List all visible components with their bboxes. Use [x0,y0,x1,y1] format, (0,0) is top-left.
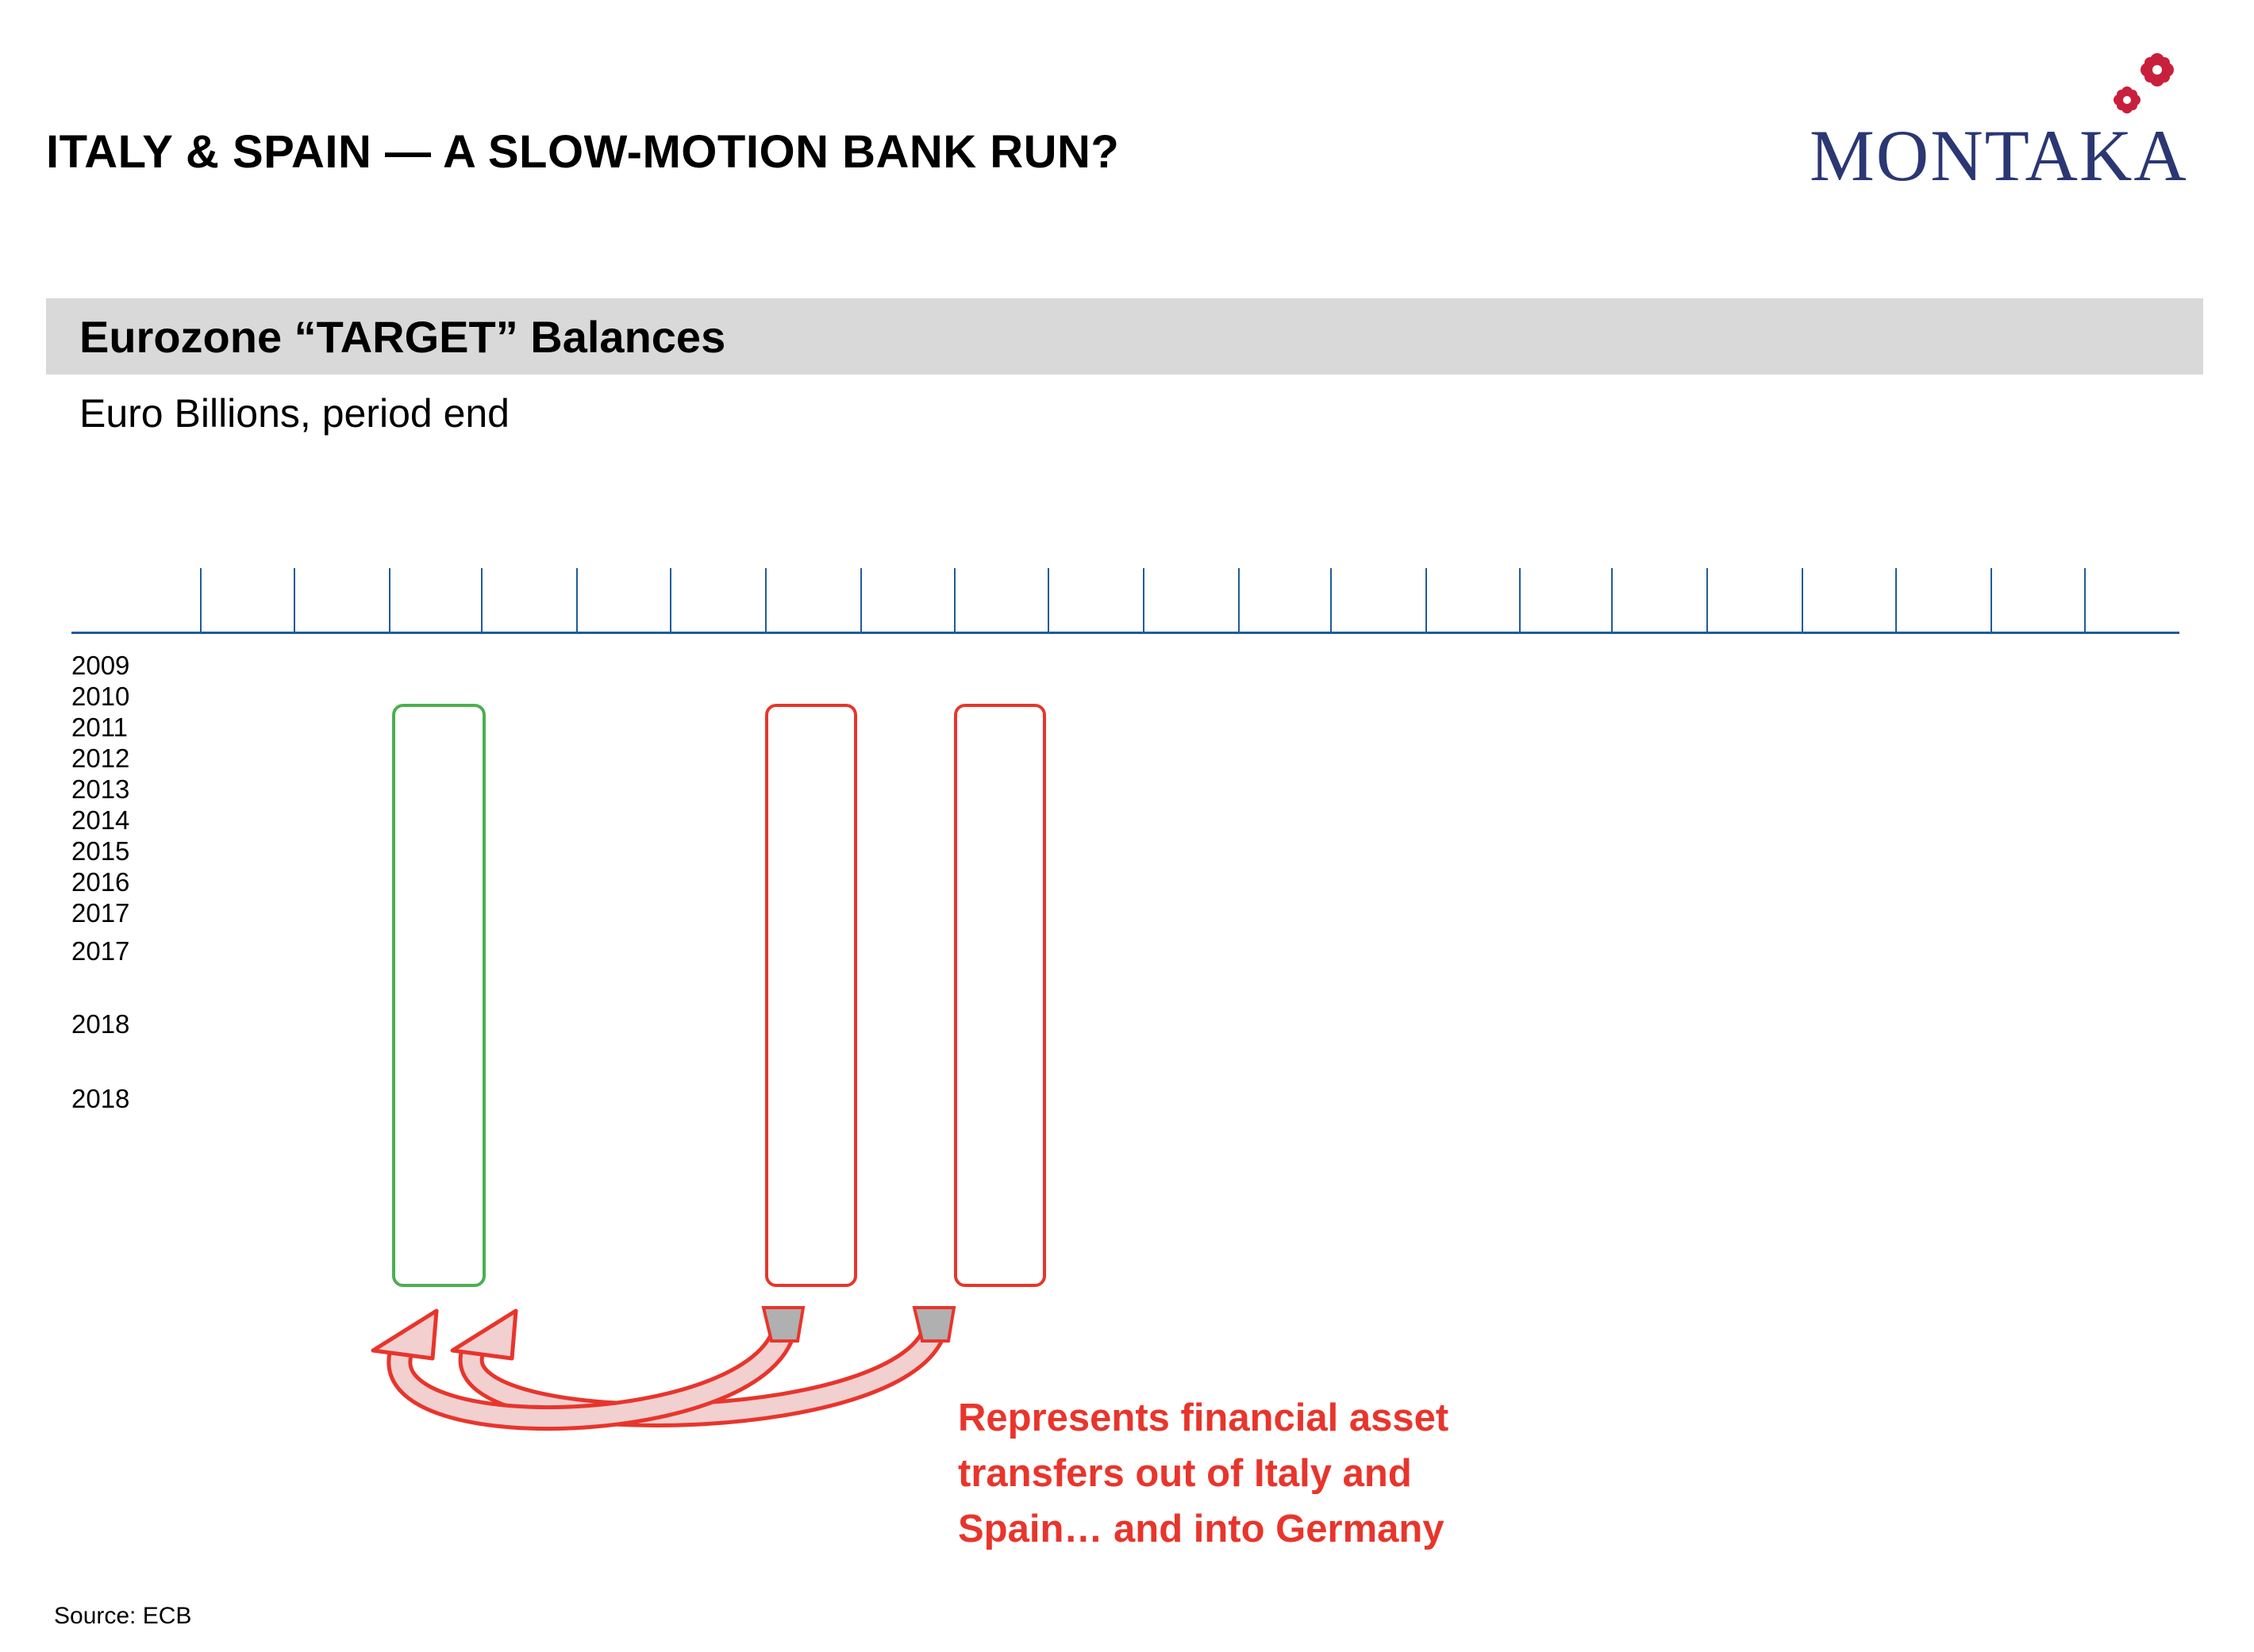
annotation-line: Represents financial asset [958,1397,1449,1439]
arrow-source-spain [764,1308,803,1341]
row-label-period: 2015 [71,836,130,866]
annotation-line: transfers out of Italy and [958,1452,1412,1495]
arrow-source-italy [914,1308,954,1341]
page-title: ITALY & SPAIN — A SLOW-MOTION BANK RUN? [46,126,1120,178]
arrowhead-germany-right [452,1311,516,1358]
row-label-period: 2014 [71,805,130,835]
row-label-period: 2012 [71,743,130,773]
section-title: Eurozone “TARGET” Balances [79,312,726,362]
row-label-period: 2017 [71,936,130,966]
row-label-period: 2018 [71,1009,130,1039]
logo-text: MONTAKA [1810,115,2188,196]
row-label-period: 2013 [71,774,130,804]
row-label-period: 2017 [71,898,130,928]
source-note: Source: ECB [54,1603,192,1629]
italy-highlight-box [956,705,1044,1285]
row-label-period: 2009 [71,651,130,680]
table-subtitle: Euro Billions, period end [79,391,510,436]
germany-highlight-box [394,705,484,1285]
row-label-period: 2018 [71,1084,130,1113]
spain-highlight-box [767,705,856,1285]
annotation-text [958,1390,1448,1557]
row-label-period: 2016 [71,867,130,897]
row-label-period: 2011 [71,713,128,742]
annotation-line: Spain… and into Germany [958,1508,1444,1550]
row-label-period: 2010 [71,682,130,711]
arrowhead-germany-left [373,1311,437,1358]
